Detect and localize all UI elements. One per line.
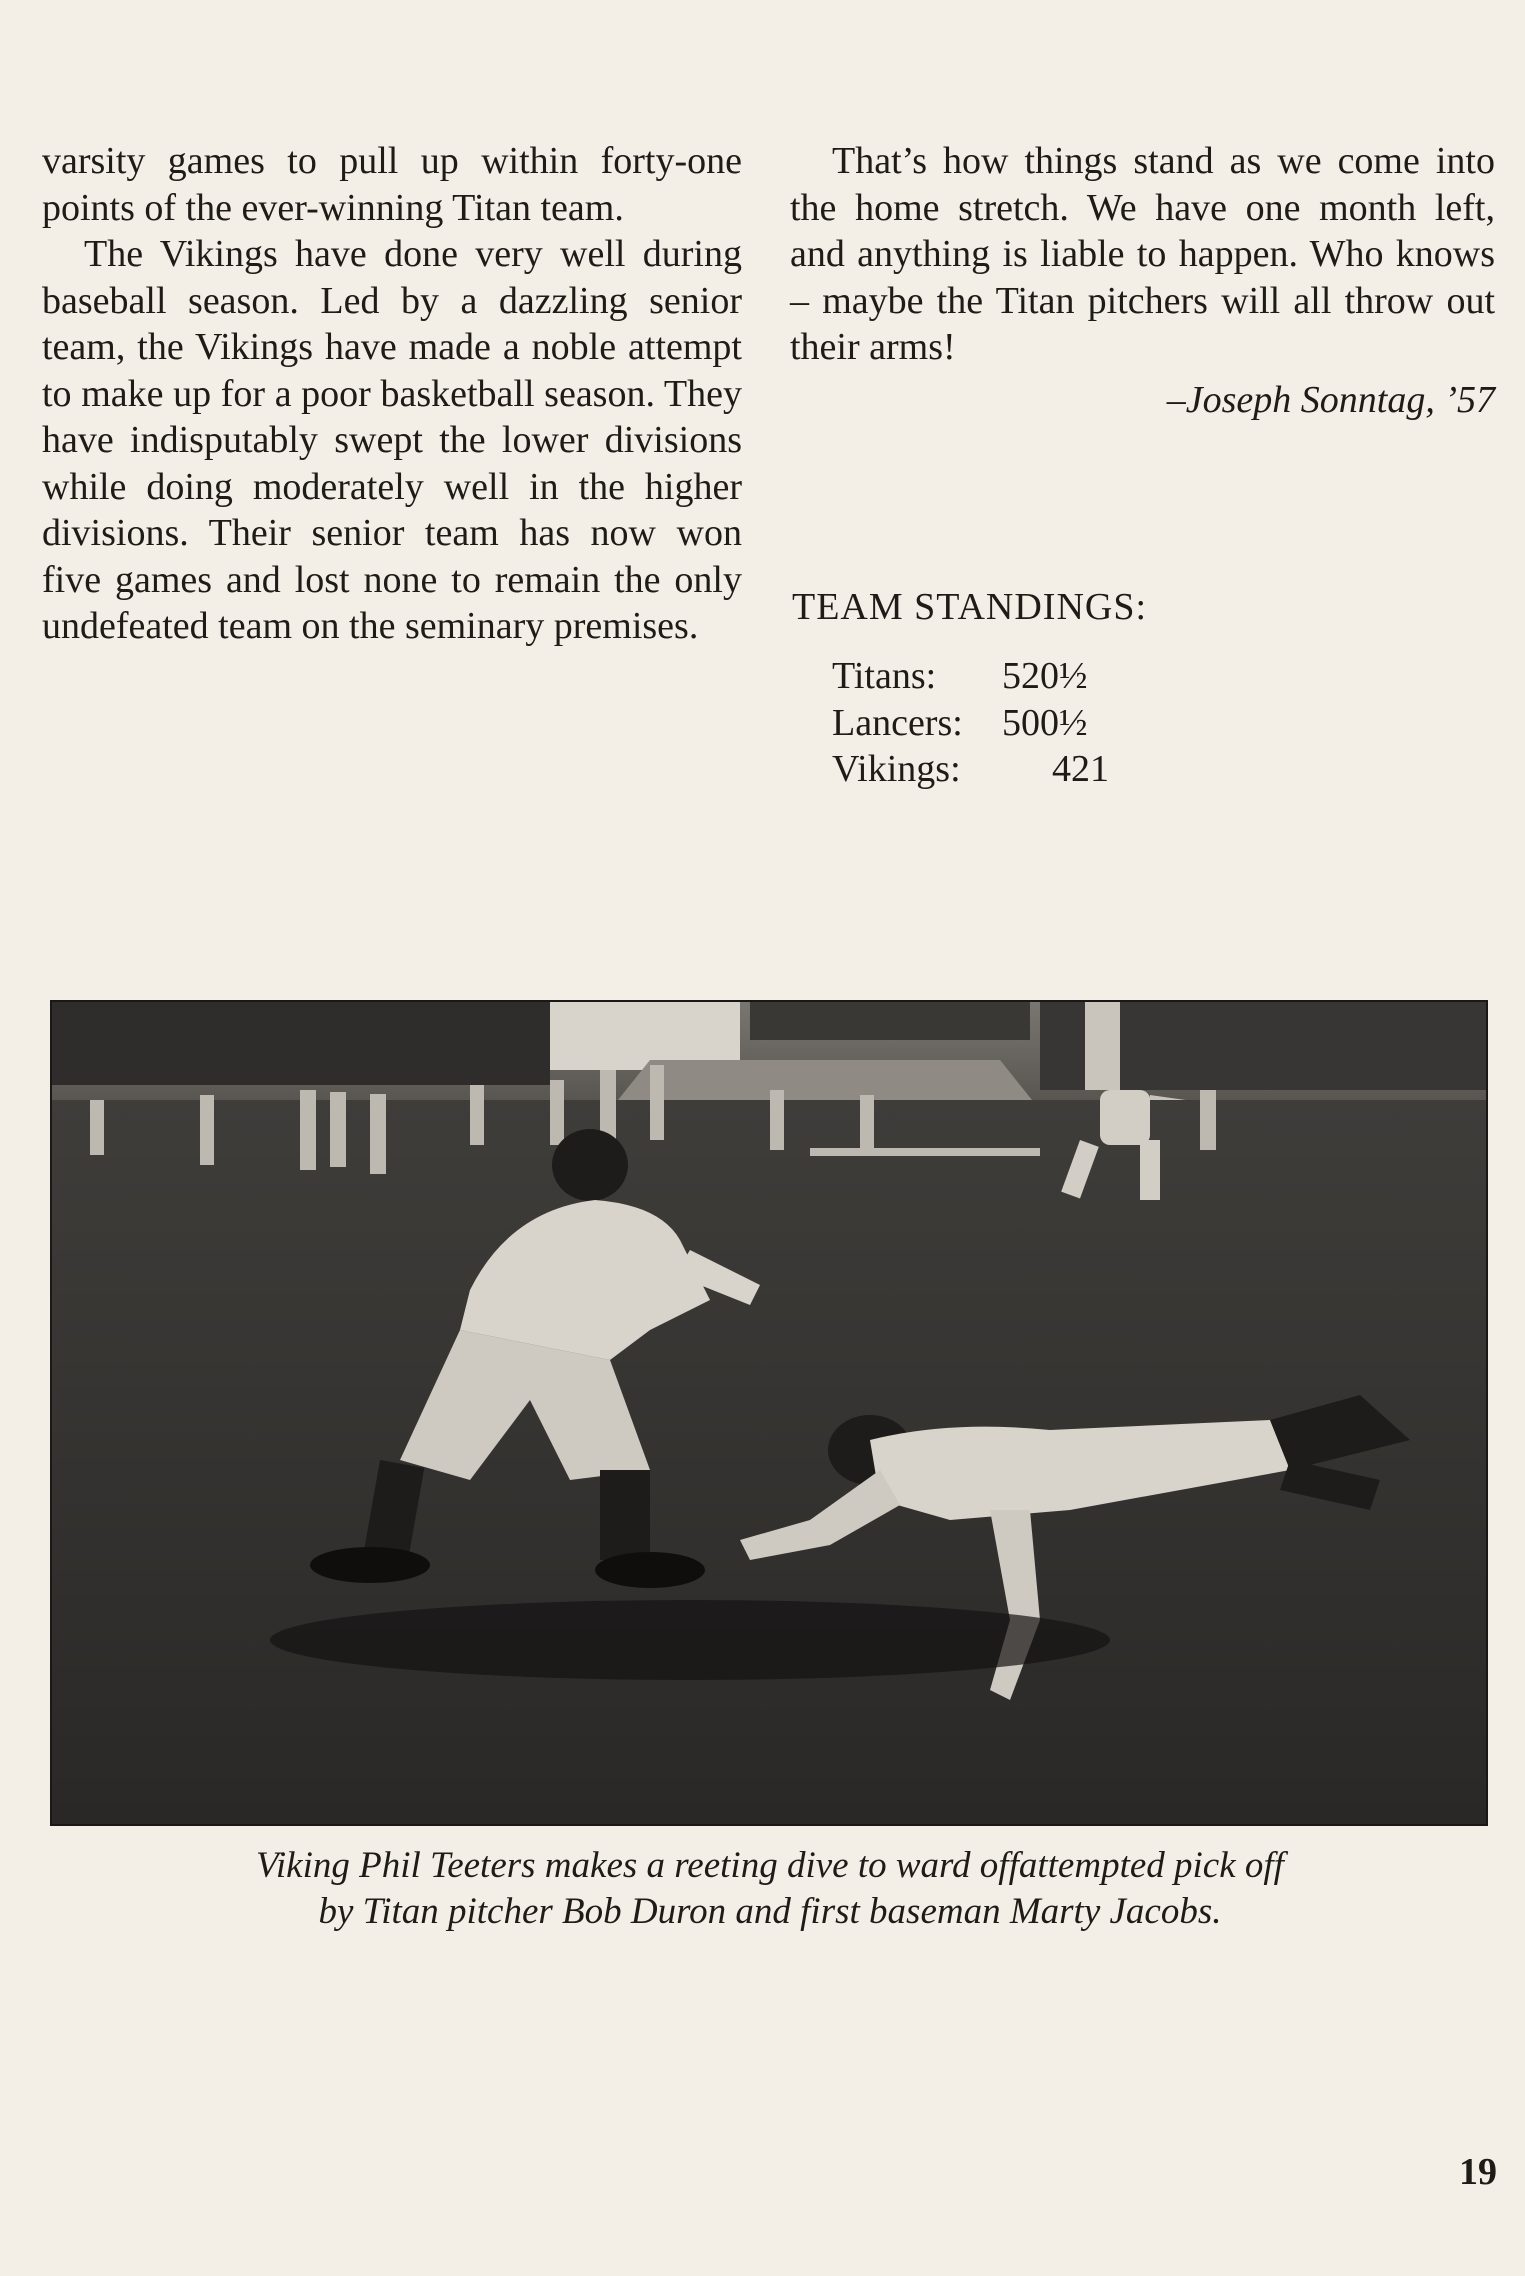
article-left-column (42, 138, 742, 650)
baseball-photo-illustration (50, 1000, 1488, 1826)
team-score: 500½ (1002, 701, 1088, 744)
article-right-column (790, 138, 1495, 423)
author-byline: –Joseph Sonntag, ’57 (1166, 378, 1495, 421)
standings-row (832, 746, 1172, 793)
standings-table (832, 653, 1172, 793)
standings-row (832, 700, 1172, 747)
baseball-photo (50, 1000, 1488, 1826)
caption-line: by Titan pitcher Bob Duron and first baseman Marty Jacobs. (318, 1891, 1222, 1932)
photo-caption (60, 1843, 1480, 1935)
caption-line: Viking Phil Teeters makes a reeting dive to ward offattempted pick off (256, 1845, 1284, 1886)
team-name: Vikings: (832, 748, 961, 790)
standings-heading: TEAM STANDINGS: (792, 586, 1148, 628)
team-name: Titans: (832, 655, 937, 697)
article-paragraph: That’s how things stand as we come into the home stretch. We have one month left, and anything is liable to happen. Who knows – maybe the Titan pitchers will all throw out their arms! (790, 140, 1495, 368)
page-number: 19 (1459, 2151, 1497, 2193)
team-name: Lancers: (832, 701, 963, 744)
article-paragraph: The Vikings have done very well during baseball season. Led by a dazzling senior team, the Vikings have made a noble attempt to make up for a poor basketball season. They have indisputably swept the lower divisions while doing moderately well in the higher divisions. Their senior team has now won five games and lost none to remain the only undefeated team on the seminary premises. (42, 233, 742, 647)
article-paragraph: varsity games to pull up within forty-one points of the ever-winning Titan team. (42, 140, 742, 229)
team-score: 520½ (1002, 655, 1088, 697)
standings-row (832, 653, 1172, 700)
team-score: 421 (1052, 748, 1109, 790)
